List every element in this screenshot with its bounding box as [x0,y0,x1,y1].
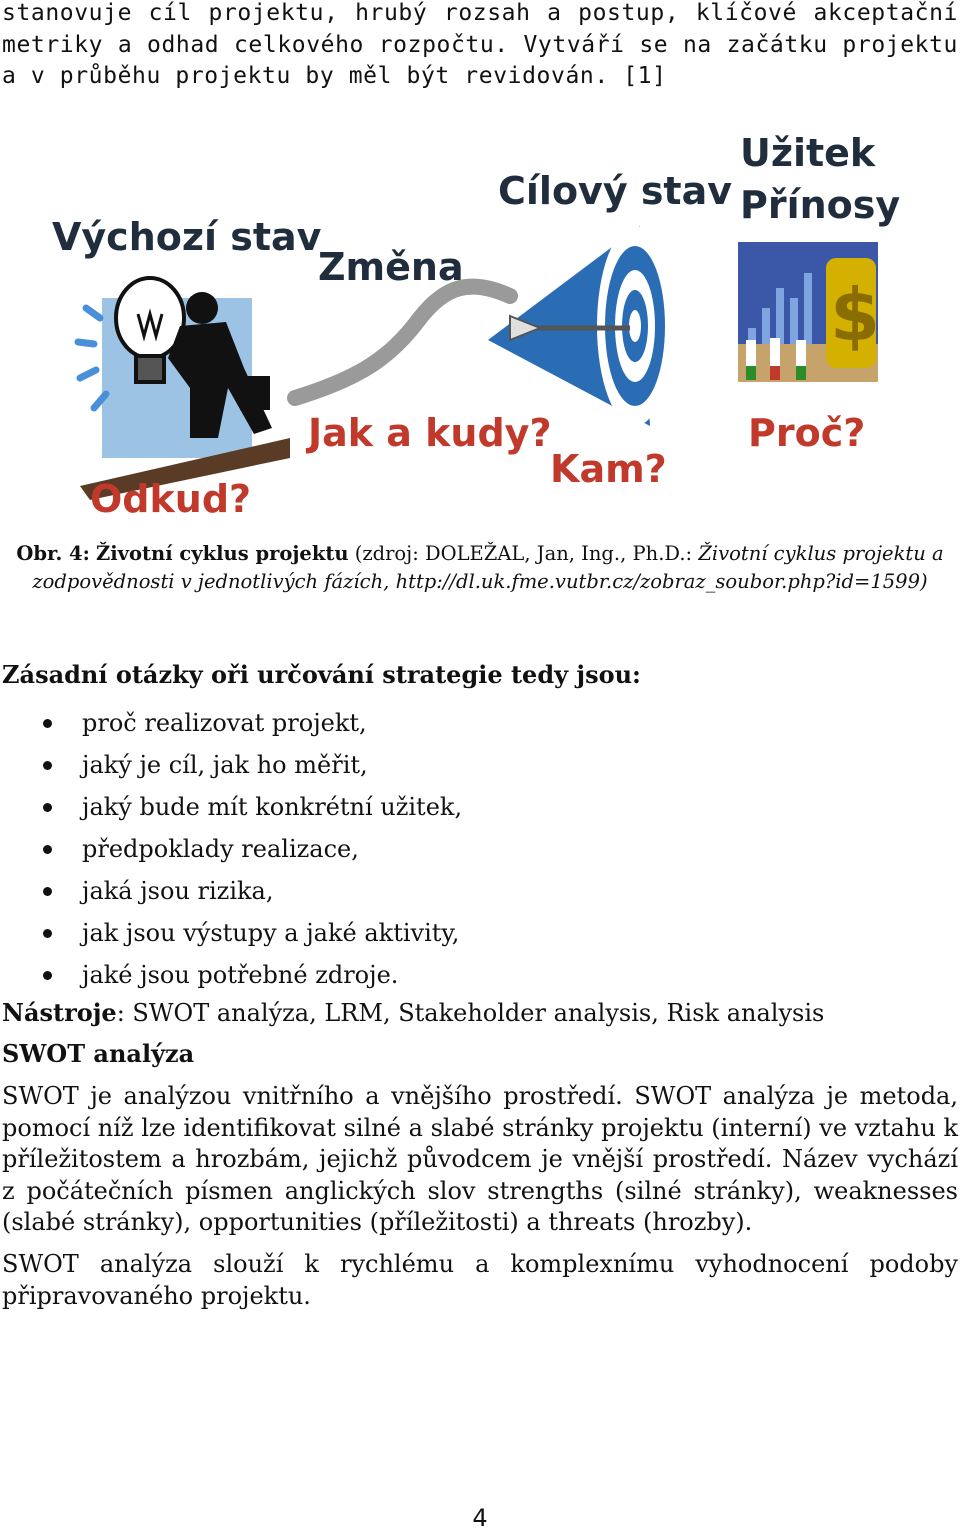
swot-paragraph-2: SWOT analýza slouží k rychlému a komplexnímu vyhodnocení podoby připravovaného projektu. [2,1250,958,1310]
bullet-icon [43,887,52,896]
list-item-text: jaká jsou rizika, [82,877,274,905]
light-rays-icon [78,308,106,408]
swot-paragraph-1: SWOT je analýzou vnitřního a vnějšího prostředí. SWOT analýza je metoda, pomocí níž lze identifikovat silné a slabé stránky projektu (interní) ve vztahu k příležitostem a hrozbám, jejichž původcem je vnější prostředí. Název vychází z počátečních písmen anglických slov strengths (silné stránky), weaknesses (slabé stránky), opportunities (příležitosti) a threats (hrozby). [2,1082,958,1236]
list-item [0,704,900,746]
swot-heading: SWOT analýza [2,1039,195,1068]
bullet-icon [43,929,52,938]
list-item-text: jaký bude mít konkrétní užitek, [82,793,463,821]
intro-paragraph: stanovuje cíl projektu, hrubý rozsah a postup, klíčové akceptační metriky a odhad celkového rozpočtu. Vytváří se na začátku projektu a v průběhu projektu by měl být revidován. [1] [2,0,958,89]
label-why: Proč? [748,411,866,455]
list-item [0,746,900,788]
label-change: Změna [318,245,464,289]
project-lifecycle-figure [40,108,920,528]
list-item [0,956,900,998]
tools-text: : SWOT analýza, LRM, Stakeholder analysis, Risk analysis [116,999,825,1027]
caption-fig-title: Životní cyklus projektu [96,542,349,565]
bullet-icon [43,803,52,812]
caption-source-title: Životní cyklus projektu a zodpovědnosti v jednotlivých fázích, [32,542,944,593]
caption-source-prefix: (zdroj: DOLEŽAL, Jan, Ing., Ph.D.: [354,542,693,565]
list-item-text: proč realizovat projekt, [82,709,367,737]
caption-fig-label: Obr. 4: [16,542,90,565]
list-item [0,914,900,956]
list-item-text: jaký je cíl, jak ho měřit, [82,751,368,779]
tools-line [2,998,824,1027]
label-gains: Přínosy [740,183,901,227]
dollar-icon [826,258,880,368]
strategy-list [0,704,900,998]
list-item [0,872,900,914]
strategy-heading: Zásadní otázky oři určování strategie tedy jsou: [2,660,641,689]
bullet-icon [43,719,52,728]
figure-caption [0,540,960,596]
list-item [0,830,900,872]
list-item [0,788,900,830]
page-number: 4 [472,1504,488,1532]
caption-source-url[interactable]: http://dl.uk.fme.vutbr.cz/zobraz_soubor.php?id=1599) [395,570,928,593]
label-target-state: Cílový stav [498,169,733,213]
bullet-icon [43,761,52,770]
bullet-icon [43,971,52,980]
label-how-which-way: Jak a kudy? [308,411,552,455]
label-start-state: Výchozí stav [52,215,322,259]
list-item-text: jaké jsou potřebné zdroje. [82,961,399,989]
list-item-text: předpoklady realizace, [82,835,359,863]
change-arrow-icon [295,287,510,398]
label-where-from: Odkud? [90,477,252,521]
label-benefit: Užitek [740,131,876,175]
label-where-to: Kam? [550,447,667,491]
list-item-text: jak jsou výstupy a jaké aktivity, [82,919,460,947]
bullet-icon [43,845,52,854]
tools-label: Nástroje [2,998,117,1027]
svg-text:$: $ [830,273,881,357]
